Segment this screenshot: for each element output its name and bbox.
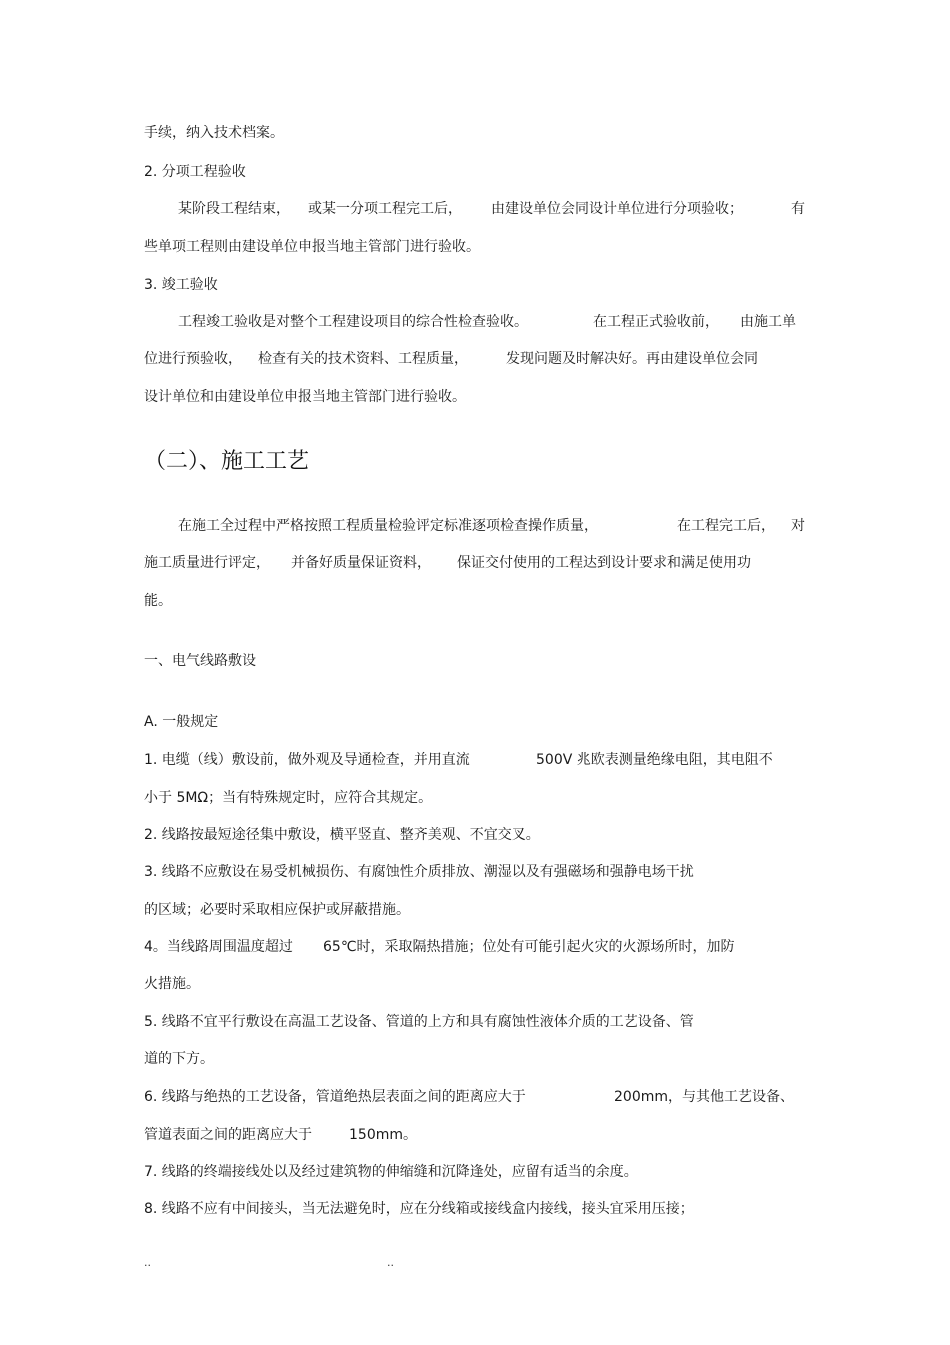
text-line: 能。: [144, 593, 172, 609]
text-line: 7. 线路的终端接线处以及经过建筑物的伸缩缝和沉降逢处，应留有适当的余度。: [144, 1164, 638, 1180]
text-line: 火措施。: [144, 976, 200, 992]
text-segment: 由施工单: [740, 314, 796, 330]
text-segment: 管道表面之间的距离应大于: [144, 1127, 312, 1143]
text-segment: 某阶段工程结束，: [178, 201, 290, 217]
text-segment: 发现问题及时解决好。再由建设单位会同: [506, 351, 758, 367]
text-segment: 有: [791, 201, 805, 217]
text-segment: 并备好质量保证资料，: [291, 555, 431, 571]
subsection-heading: 3. 竣工验收: [144, 277, 218, 293]
subsection-heading: 一、电气线路敷设: [144, 653, 256, 669]
text-segment: 4。当线路周围温度超过: [144, 939, 293, 955]
text-line: 3. 线路不应敷设在易受机械损伤、有腐蚀性介质排放、潮湿以及有强磁场和强静电场干扰: [144, 864, 694, 880]
text-line: 的区域；必要时采取相应保护或屏蔽措施。: [144, 902, 410, 918]
text-line: 小于 5MΩ；当有特殊规定时，应符合其规定。: [144, 790, 433, 806]
text-segment: 6. 线路与绝热的工艺设备，管道绝热层表面之间的距离应大于: [144, 1089, 526, 1105]
subsection-heading: A. 一般规定: [144, 714, 219, 730]
footer-left-mark: ..: [144, 1256, 151, 1269]
footer-right-mark: ..: [387, 1256, 394, 1269]
text-segment: 在工程正式验收前，: [593, 314, 719, 330]
text-segment: 检查有关的技术资料、工程质量，: [258, 351, 468, 367]
text-segment: 在工程完工后，: [677, 518, 775, 534]
section-heading: （二）、施工工艺: [144, 449, 310, 474]
text-line: 2. 线路按最短途径集中敷设，横平竖直、整齐美观、不宜交叉。: [144, 827, 540, 843]
text-segment: 65℃时，采取隔热措施；位处有可能引起火灾的火源场所时，加防: [323, 939, 735, 955]
text-segment: 200mm，与其他工艺设备、: [614, 1089, 794, 1105]
subsection-heading: 2. 分项工程验收: [144, 164, 246, 180]
text-line: 8. 线路不应有中间接头，当无法避免时，应在分线箱或接线盒内接线，接头宜采用压接；: [144, 1201, 694, 1217]
text-line: 手续，纳入技术档案。: [144, 125, 284, 141]
text-segment: 保证交付使用的工程达到设计要求和满足使用功: [457, 555, 751, 571]
text-segment: 在施工全过程中严格按照工程质量检验评定标准逐项检查操作质量，: [178, 518, 598, 534]
text-segment: 150mm。: [349, 1127, 417, 1143]
text-line: 些单项工程则由建设单位申报当地主管部门进行验收。: [144, 239, 480, 255]
text-segment: 对: [791, 518, 805, 534]
text-segment: 工程竣工验收是对整个工程建设项目的综合性检查验收。: [178, 314, 528, 330]
text-segment: 由建设单位会同设计单位进行分项验收；: [491, 201, 743, 217]
text-line: 道的下方。: [144, 1051, 214, 1067]
text-line: 设计单位和由建设单位申报当地主管部门进行验收。: [144, 389, 466, 405]
text-segment: 施工质量进行评定，: [144, 555, 270, 571]
text-segment: 位进行预验收，: [144, 351, 242, 367]
text-segment: 500V 兆欧表测量绝缘电阻，其电阻不: [536, 752, 773, 768]
text-line: 5. 线路不宜平行敷设在高温工艺设备、管道的上方和具有腐蚀性液体介质的工艺设备、管: [144, 1014, 694, 1030]
text-segment: 1. 电缆（线）敷设前，做外观及导通检查，并用直流: [144, 752, 470, 768]
text-segment: 或某一分项工程完工后，: [308, 201, 462, 217]
